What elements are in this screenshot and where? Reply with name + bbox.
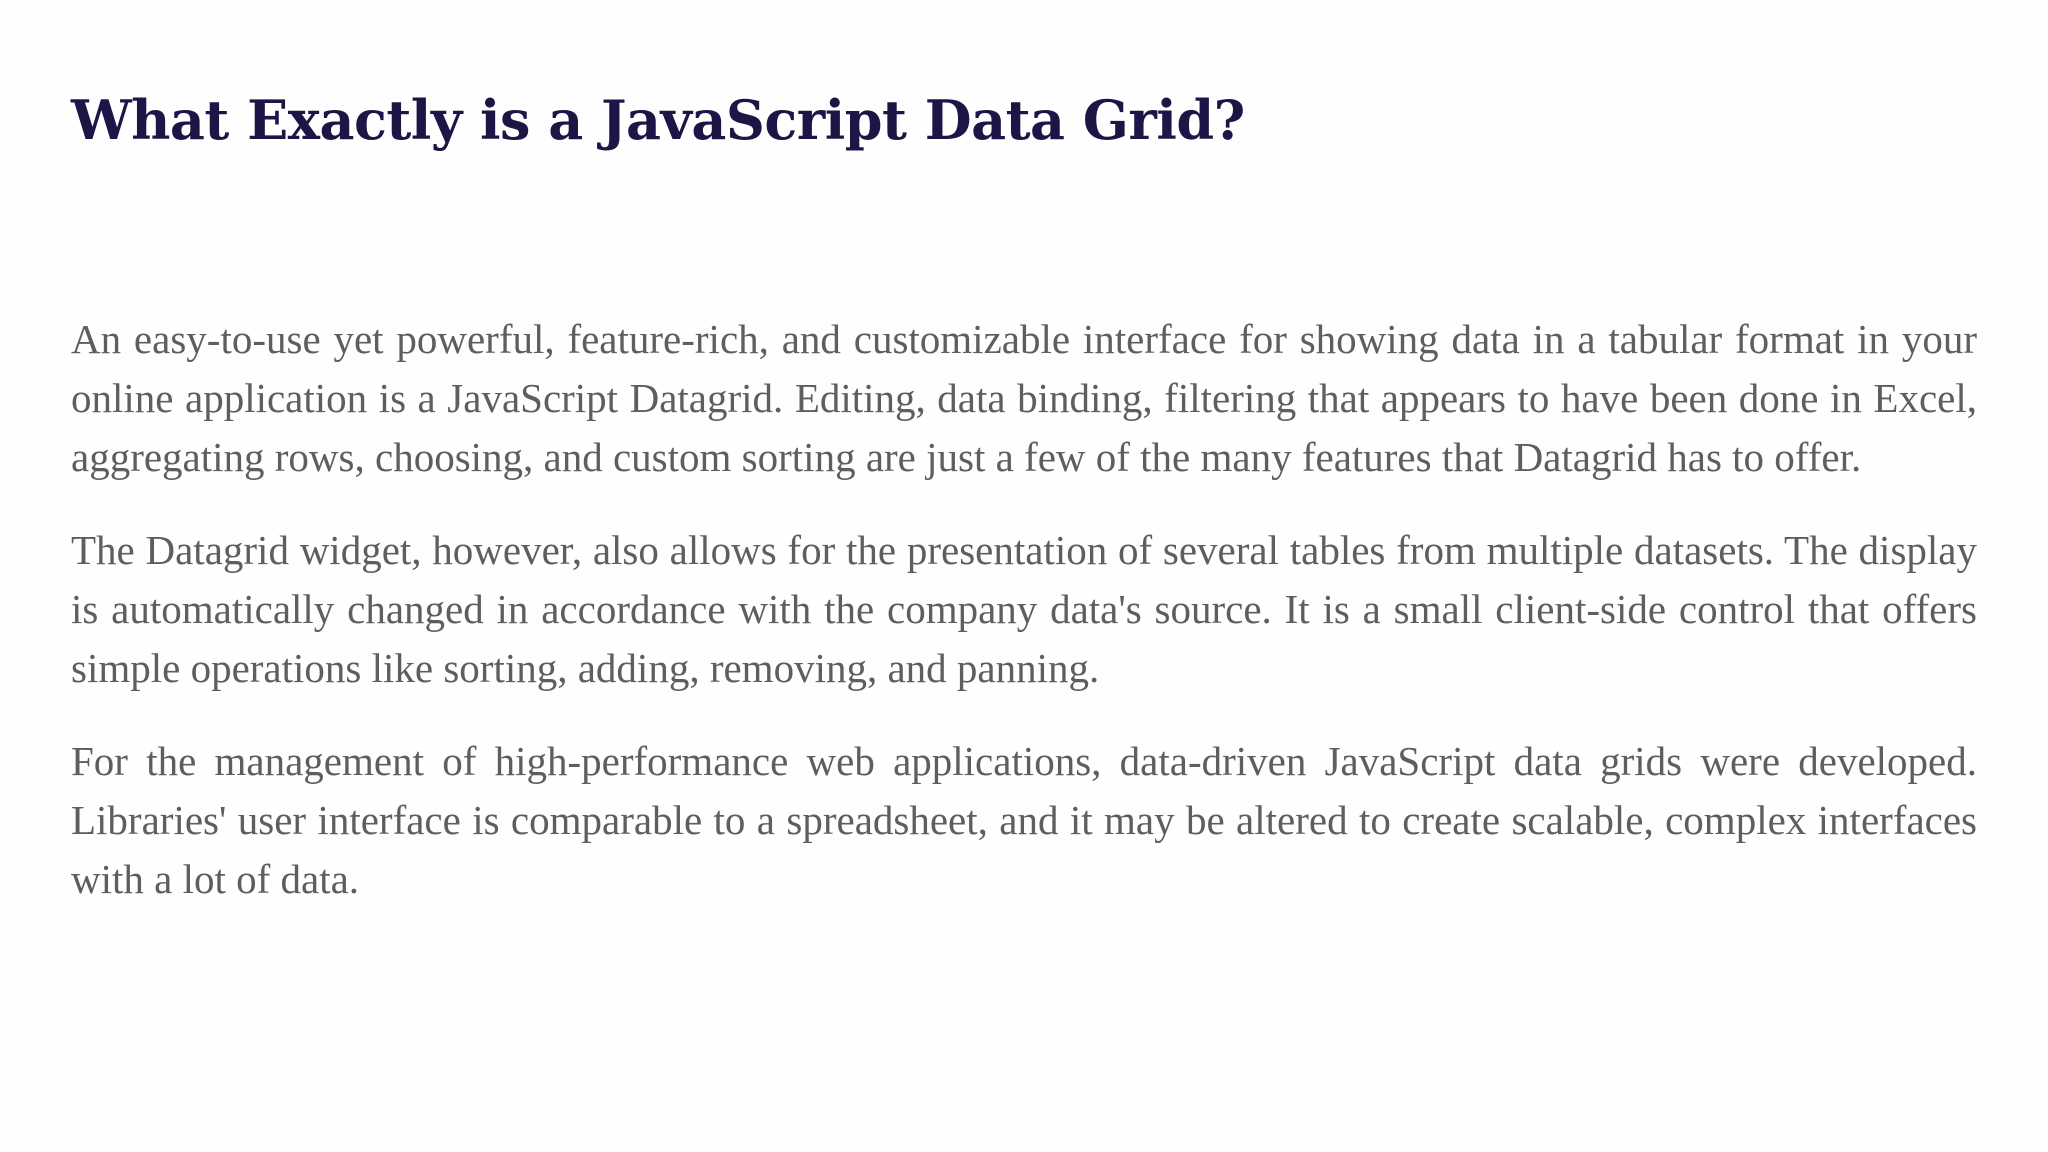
article-body bbox=[71, 310, 1977, 909]
paragraph-datagrid-widget: The Datagrid widget, however, also allows for the presentation of several tables from multiple datasets. The display is automatically changed in accordance with the company data's source. It is a small client-side control that offers simple operations like sorting, adding, removing, and panning. bbox=[71, 527, 1977, 691]
paragraph-high-performance: For the management of high-performance web applications, data-driven JavaScript data grids were developed. Libraries' user interface is comparable to a spreadsheet, and it may be altered to create scalable, complex interfaces with a lot of data. bbox=[71, 738, 1977, 902]
paragraph-intro: An easy-to-use yet powerful, feature-rich, and customizable interface for showing data in a tabular format in your online application is a JavaScript Datagrid. Editing, data binding, filtering that appears to have been done in Excel, aggregating rows, choosing, and custom sorting are just a few of the many features that Datagrid has to offer. bbox=[71, 316, 1977, 480]
page-title: What Exactly is a JavaScript Data Grid? bbox=[71, 88, 1245, 152]
